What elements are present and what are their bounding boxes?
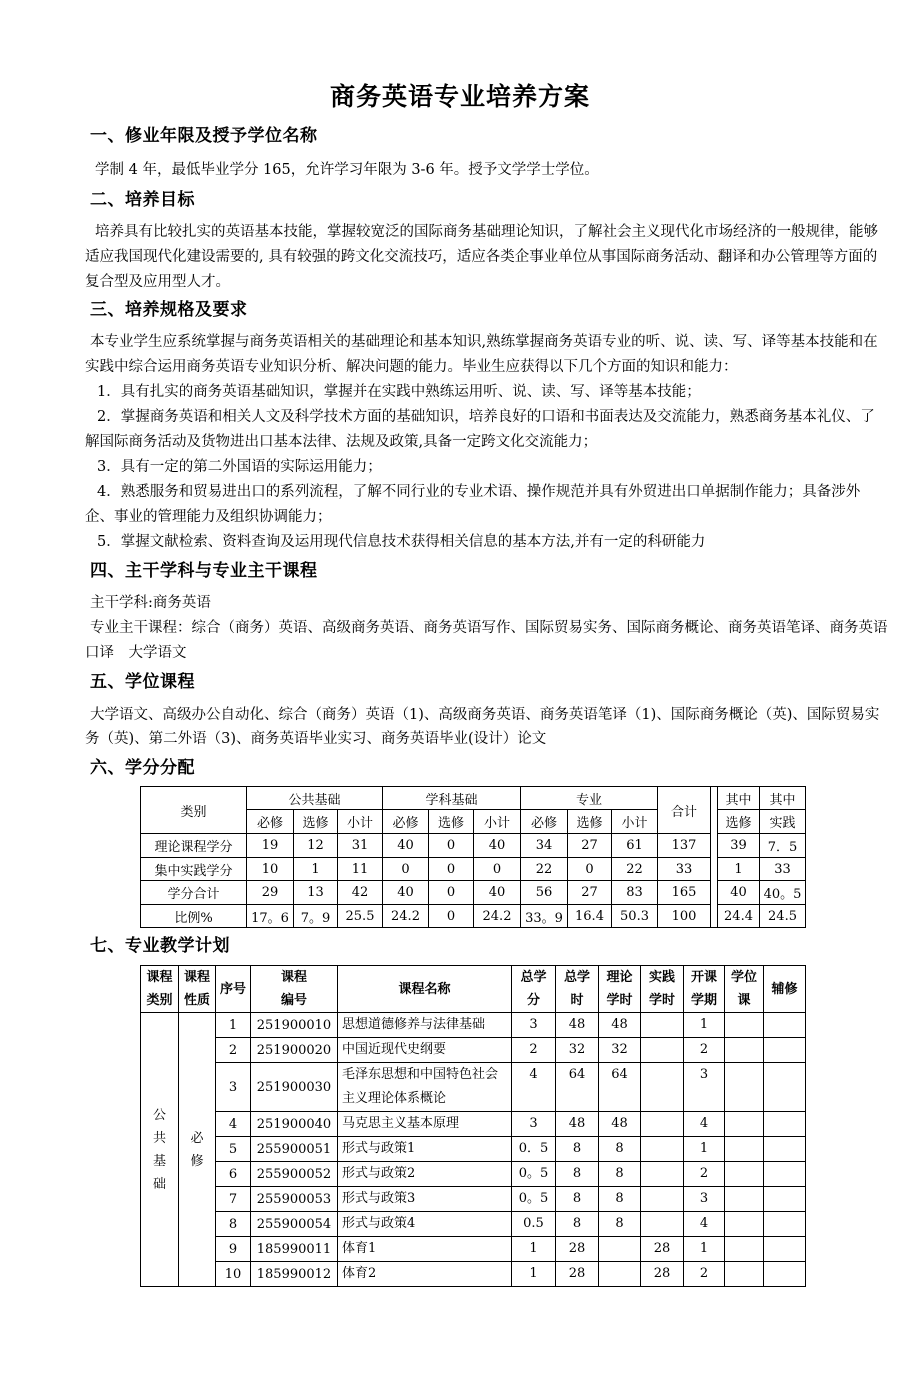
column-header-cell <box>684 966 725 1013</box>
value-cell: 29 <box>247 881 294 905</box>
paragraph: 大学语文、高级办公自动化、综合（商务）英语（1)、高级商务英语、商务英语笔译（1)、国际商务概论（英)、国际贸易实务（英)、第二外语（3)、商务英语毕业实习、商务英语毕业(设计）论文 <box>85 707 880 747</box>
section-heading: 四、主干学科与专业主干课程 <box>90 561 318 581</box>
column-header-line: 辅修 <box>771 981 798 997</box>
value-cell: 0 <box>429 834 474 858</box>
course-code-cell: 255900052 <box>251 1162 338 1187</box>
value-cell: 13 <box>294 881 338 905</box>
course-credits-cell: 3 <box>512 1013 556 1038</box>
row-label-cell: 集中实践学分 <box>141 858 247 881</box>
table-header-row <box>141 966 806 1013</box>
column-header-line: 编号 <box>280 993 307 1008</box>
value-cell: 12 <box>294 834 338 858</box>
list-item: 5．掌握文献检索、资料查询及运用现代信息技术获得相关信息的基本方法,并有一定的科研能力 <box>97 534 706 550</box>
course-theory-cell: 8 <box>599 1162 641 1187</box>
course-practice-cell <box>641 1112 684 1137</box>
value-cell: 40 <box>383 881 429 905</box>
column-header-cell <box>141 966 179 1013</box>
course-code-cell: 255900051 <box>251 1137 338 1162</box>
section-heading: 三、培养规格及要求 <box>90 300 248 320</box>
value-cell: 17。6 <box>247 905 294 928</box>
course-hours-cell: 8 <box>556 1137 599 1162</box>
course-practice-cell: 28 <box>641 1237 684 1262</box>
section-heading: 五、学位课程 <box>90 672 195 692</box>
double-rule-gap <box>711 787 718 928</box>
value-cell: 24.2 <box>474 905 521 928</box>
value-cell: 33 <box>658 858 711 881</box>
course-theory-cell: 8 <box>599 1212 641 1237</box>
credit-table-body <box>141 787 806 928</box>
course-degree-cell <box>725 1237 764 1262</box>
course-nature-cell <box>179 1013 216 1287</box>
column-header-cell <box>216 966 251 1013</box>
course-theory-cell: 48 <box>599 1112 641 1137</box>
table-row <box>141 1237 806 1262</box>
course-hours-cell: 8 <box>556 1212 599 1237</box>
section-body <box>85 703 888 751</box>
value-cell: 40 <box>383 834 429 858</box>
value-cell: 1 <box>294 858 338 881</box>
course-no-cell: 9 <box>216 1237 251 1262</box>
course-code-cell: 251900030 <box>251 1063 338 1112</box>
column-header-cell <box>338 966 512 1013</box>
course-name-cell: 形式与政策2 <box>338 1162 512 1187</box>
column-header-cell <box>512 966 556 1013</box>
column-header-line: 学时 <box>648 993 675 1008</box>
course-code-cell: 185990012 <box>251 1262 338 1287</box>
table-row <box>141 1038 806 1063</box>
list-item: 3．具有一定的第二外国语的实际运用能力； <box>97 459 382 475</box>
course-name-cell: 毛泽东思想和中国特色社会主义理论体系概论 <box>338 1063 512 1112</box>
course-credits-cell: 2 <box>512 1038 556 1063</box>
table-row <box>141 1137 806 1162</box>
value-cell: 83 <box>612 881 658 905</box>
course-term-cell: 1 <box>684 1013 725 1038</box>
course-name-cell: 体育1 <box>338 1237 512 1262</box>
section-body <box>85 220 888 295</box>
value-cell: 40 <box>474 834 521 858</box>
paragraph: 主干学科:商务英语 <box>90 595 211 611</box>
course-code-cell: 255900054 <box>251 1212 338 1237</box>
value-cell: 10 <box>247 858 294 881</box>
list-item: 1．具有扎实的商务英语基础知识，掌握并在实践中熟练运用听、说、读、写、译等基本技能； <box>97 384 701 400</box>
column-header-line: 课程 <box>183 970 210 985</box>
course-credits-cell: 1 <box>512 1237 556 1262</box>
value-cell: 137 <box>658 834 711 858</box>
course-hours-cell: 28 <box>556 1262 599 1287</box>
table-row <box>141 834 806 858</box>
column-header-cell <box>556 966 599 1013</box>
value-cell: 33 <box>760 858 806 881</box>
value-cell: 25.5 <box>338 905 383 928</box>
course-credits-cell: 1 <box>512 1262 556 1287</box>
column-header-line: 类别 <box>146 993 173 1008</box>
extra-header-cell: 选修 <box>718 810 760 834</box>
course-minor-cell <box>764 1187 806 1212</box>
column-header-cell <box>251 966 338 1013</box>
sub-header-cell: 小计 <box>338 810 383 834</box>
course-category-cell <box>141 1013 179 1287</box>
value-cell: 40 <box>718 881 760 905</box>
course-minor-cell <box>764 1262 806 1287</box>
course-practice-cell <box>641 1162 684 1187</box>
course-minor-cell <box>764 1013 806 1038</box>
paragraph: 本专业学生应系统掌握与商务英语相关的基础理论和基本知识,熟练掌握商务英语专业的听、说、读、写、译等基本技能和在实践中综合运用商务英语专业知识分析、解决问题的能力。毕业生应获得以下几个方面的知识和能力： <box>85 334 878 375</box>
course-name-cell: 形式与政策3 <box>338 1187 512 1212</box>
course-practice-cell: 28 <box>641 1262 684 1287</box>
course-name-cell: 中国近现代史纲要 <box>338 1038 512 1063</box>
course-hours-cell: 48 <box>556 1013 599 1038</box>
paragraph: 学制 4 年，最低毕业学分 165，允许学习年限为 3-6 年。授予文学学士学位。 <box>95 162 599 178</box>
extra-header-cell: 实践 <box>760 810 806 834</box>
value-cell: 42 <box>338 881 383 905</box>
course-code-cell: 251900020 <box>251 1038 338 1063</box>
category-header-cell: 类别 <box>141 787 247 834</box>
course-degree-cell <box>725 1162 764 1187</box>
column-header-cell <box>641 966 684 1013</box>
course-degree-cell <box>725 1212 764 1237</box>
course-credits-cell: 0。5 <box>512 1162 556 1187</box>
course-term-cell: 1 <box>684 1137 725 1162</box>
sub-header-cell: 选修 <box>294 810 338 834</box>
list-item: 2．掌握商务英语和相关人文及科学技术方面的基础知识，培养良好的口语和书面表达及交流能力，熟悉商务基本礼仪、了解国际商务活动及货物进出口基本法律、法规及政策,具备一定跨文化交流能力； <box>85 409 875 450</box>
section-body <box>85 591 888 666</box>
course-no-cell: 6 <box>216 1162 251 1187</box>
course-term-cell: 2 <box>684 1262 725 1287</box>
column-header-line: 课程名称 <box>398 981 451 997</box>
value-cell: 7．5 <box>760 834 806 858</box>
course-no-cell: 7 <box>216 1187 251 1212</box>
value-cell: 40 <box>474 881 521 905</box>
value-cell: 34 <box>521 834 568 858</box>
course-no-cell: 8 <box>216 1212 251 1237</box>
column-header-line: 理论 <box>606 970 633 985</box>
course-term-cell: 2 <box>684 1162 725 1187</box>
course-practice-cell <box>641 1063 684 1112</box>
course-hours-cell: 8 <box>556 1187 599 1212</box>
row-label-cell: 理论课程学分 <box>141 834 247 858</box>
course-term-cell: 4 <box>684 1112 725 1137</box>
table-row <box>141 881 806 905</box>
course-no-cell: 5 <box>216 1137 251 1162</box>
value-cell: 33。9 <box>521 905 568 928</box>
course-practice-cell <box>641 1137 684 1162</box>
value-cell: 27 <box>568 881 612 905</box>
course-term-cell: 4 <box>684 1212 725 1237</box>
sub-header-cell: 必修 <box>247 810 294 834</box>
table-row <box>141 1013 806 1038</box>
course-degree-cell <box>725 1137 764 1162</box>
table-row <box>141 905 806 928</box>
section-heading: 一、修业年限及授予学位名称 <box>90 126 318 146</box>
course-minor-cell <box>764 1063 806 1112</box>
column-header-line: 实践 <box>648 970 675 985</box>
course-minor-cell <box>764 1162 806 1187</box>
column-header-line: 学位 <box>730 970 757 985</box>
course-credits-cell: 3 <box>512 1112 556 1137</box>
sub-header-cell: 选修 <box>429 810 474 834</box>
table-row <box>141 1262 806 1287</box>
course-minor-cell <box>764 1137 806 1162</box>
group-header-cell: 专业 <box>521 787 658 810</box>
sub-header-cell: 小计 <box>474 810 521 834</box>
value-cell: 0 <box>474 858 521 881</box>
value-cell: 0 <box>429 858 474 881</box>
value-cell: 24.4 <box>718 905 760 928</box>
column-header-line: 时 <box>570 993 584 1008</box>
paragraph: 专业主干课程：综合（商务）英语、高级商务英语、商务英语写作、国际贸易实务、国际商务概论、商务英语笔译、商务英语口译 大学语文 <box>85 620 888 661</box>
table-row <box>141 1162 806 1187</box>
sub-header-cell: 必修 <box>383 810 429 834</box>
value-cell: 16.4 <box>568 905 612 928</box>
section-heading: 六、学分分配 <box>90 758 195 778</box>
course-theory-cell: 32 <box>599 1038 641 1063</box>
extra-header-cell: 其中 <box>760 787 806 810</box>
course-degree-cell <box>725 1112 764 1137</box>
course-credits-cell: 4 <box>512 1063 556 1112</box>
value-cell: 0 <box>383 858 429 881</box>
section-heading: 七、专业教学计划 <box>90 936 230 956</box>
course-degree-cell <box>725 1063 764 1112</box>
course-code-cell: 251900040 <box>251 1112 338 1137</box>
course-hours-cell: 64 <box>556 1063 599 1112</box>
course-minor-cell <box>764 1038 806 1063</box>
value-cell: 61 <box>612 834 658 858</box>
course-code-cell: 255900053 <box>251 1187 338 1212</box>
course-degree-cell <box>725 1262 764 1287</box>
column-header-line: 课程 <box>280 970 307 985</box>
table-row <box>141 1187 806 1212</box>
column-header-line: 序号 <box>219 981 246 997</box>
group-header-cell: 公共基础 <box>247 787 383 810</box>
column-header-line: 课程 <box>146 970 173 985</box>
course-practice-cell <box>641 1013 684 1038</box>
column-header-line: 课 <box>737 993 751 1008</box>
value-cell: 22 <box>612 858 658 881</box>
column-header-line: 分 <box>526 993 540 1008</box>
table-header-row <box>141 787 806 810</box>
course-degree-cell <box>725 1013 764 1038</box>
value-cell: 0 <box>429 905 474 928</box>
course-no-cell: 3 <box>216 1063 251 1112</box>
course-credits-cell: 0。5 <box>512 1187 556 1212</box>
course-minor-cell <box>764 1237 806 1262</box>
value-cell: 100 <box>658 905 711 928</box>
course-theory-cell: 8 <box>599 1187 641 1212</box>
course-practice-cell <box>641 1212 684 1237</box>
paragraph: 培养具有比较扎实的英语基本技能，掌握较宽泛的国际商务基础理论知识，了解社会主义现代化市场经济的一般规律，能够适应我国现代化建设需要的, 具有较强的跨文化交流技巧，适应各类企事业单位从事国际商务活动、翻译和办公管理等方面的复合型及应用型人才。 <box>85 224 878 290</box>
course-name-cell: 马克思主义基本原理 <box>338 1112 512 1137</box>
course-theory-cell: 64 <box>599 1063 641 1112</box>
course-theory-cell: 8 <box>599 1137 641 1162</box>
table-row <box>141 858 806 881</box>
row-label-cell: 比例% <box>141 905 247 928</box>
section-body <box>85 330 888 555</box>
table-row <box>141 1063 806 1112</box>
value-cell: 11 <box>338 858 383 881</box>
value-cell: 40。5 <box>760 881 806 905</box>
value-cell: 31 <box>338 834 383 858</box>
course-no-cell: 2 <box>216 1038 251 1063</box>
list-item: 4．熟悉服务和贸易进出口的系列流程，了解不同行业的专业术语、操作规范并具有外贸进出口单据制作能力；具备涉外企、事业的管理能力及组织协调能力； <box>85 484 861 525</box>
course-no-cell: 1 <box>216 1013 251 1038</box>
course-name-cell: 形式与政策1 <box>338 1137 512 1162</box>
column-header-cell <box>179 966 216 1013</box>
course-name-cell: 形式与政策4 <box>338 1212 512 1237</box>
course-minor-cell <box>764 1212 806 1237</box>
course-hours-cell: 28 <box>556 1237 599 1262</box>
course-term-cell: 3 <box>684 1187 725 1212</box>
value-cell: 1 <box>718 858 760 881</box>
course-theory-cell <box>599 1262 641 1287</box>
course-code-cell: 185990011 <box>251 1237 338 1262</box>
credit-distribution-table <box>140 786 806 928</box>
value-cell: 7。9 <box>294 905 338 928</box>
value-cell: 27 <box>568 834 612 858</box>
value-cell: 22 <box>521 858 568 881</box>
total-header-cell: 合计 <box>658 787 711 834</box>
course-code-cell: 251900010 <box>251 1013 338 1038</box>
value-cell: 19 <box>247 834 294 858</box>
course-theory-cell: 48 <box>599 1013 641 1038</box>
course-degree-cell <box>725 1187 764 1212</box>
course-category-text: 公共基础 <box>152 1107 166 1192</box>
sub-header-cell: 选修 <box>568 810 612 834</box>
course-minor-cell <box>764 1112 806 1137</box>
extra-header-cell: 其中 <box>718 787 760 810</box>
course-name-cell: 思想道德修养与法律基础 <box>338 1013 512 1038</box>
value-cell: 165 <box>658 881 711 905</box>
course-no-cell: 10 <box>216 1262 251 1287</box>
course-term-cell: 3 <box>684 1063 725 1112</box>
document-title: 商务英语专业培养方案 <box>329 82 590 111</box>
table-row <box>141 1212 806 1237</box>
table-row <box>141 1112 806 1137</box>
row-label-cell: 学分合计 <box>141 881 247 905</box>
value-cell: 39 <box>718 834 760 858</box>
column-header-line: 开课 <box>690 970 717 985</box>
column-header-cell <box>599 966 641 1013</box>
section-body <box>85 158 888 183</box>
value-cell: 0 <box>429 881 474 905</box>
course-theory-cell <box>599 1237 641 1262</box>
course-practice-cell <box>641 1038 684 1063</box>
column-header-cell <box>764 966 806 1013</box>
sub-header-cell: 小计 <box>612 810 658 834</box>
value-cell: 24.5 <box>760 905 806 928</box>
column-header-line: 学时 <box>606 993 633 1008</box>
column-header-line: 总学 <box>563 970 590 985</box>
course-hours-cell: 48 <box>556 1112 599 1137</box>
course-credits-cell: 0．5 <box>512 1137 556 1162</box>
course-degree-cell <box>725 1038 764 1063</box>
course-name-cell: 体育2 <box>338 1262 512 1287</box>
teaching-plan-table <box>140 965 806 1287</box>
course-no-cell: 4 <box>216 1112 251 1137</box>
column-header-cell <box>725 966 764 1013</box>
value-cell: 56 <box>521 881 568 905</box>
column-header-line: 性质 <box>183 993 210 1008</box>
course-hours-cell: 8 <box>556 1162 599 1187</box>
course-hours-cell: 32 <box>556 1038 599 1063</box>
value-cell: 50.3 <box>612 905 658 928</box>
column-header-line: 学期 <box>690 993 717 1008</box>
course-nature-text: 必修 <box>190 1130 204 1169</box>
course-credits-cell: 0.5 <box>512 1212 556 1237</box>
course-practice-cell <box>641 1187 684 1212</box>
value-cell: 24.2 <box>383 905 429 928</box>
course-term-cell: 1 <box>684 1237 725 1262</box>
group-header-cell: 学科基础 <box>383 787 521 810</box>
value-cell: 0 <box>568 858 612 881</box>
column-header-line: 总学 <box>520 970 547 985</box>
sub-header-cell: 必修 <box>521 810 568 834</box>
course-term-cell: 2 <box>684 1038 725 1063</box>
plan-table-body <box>141 966 806 1287</box>
section-heading: 二、培养目标 <box>90 190 195 210</box>
